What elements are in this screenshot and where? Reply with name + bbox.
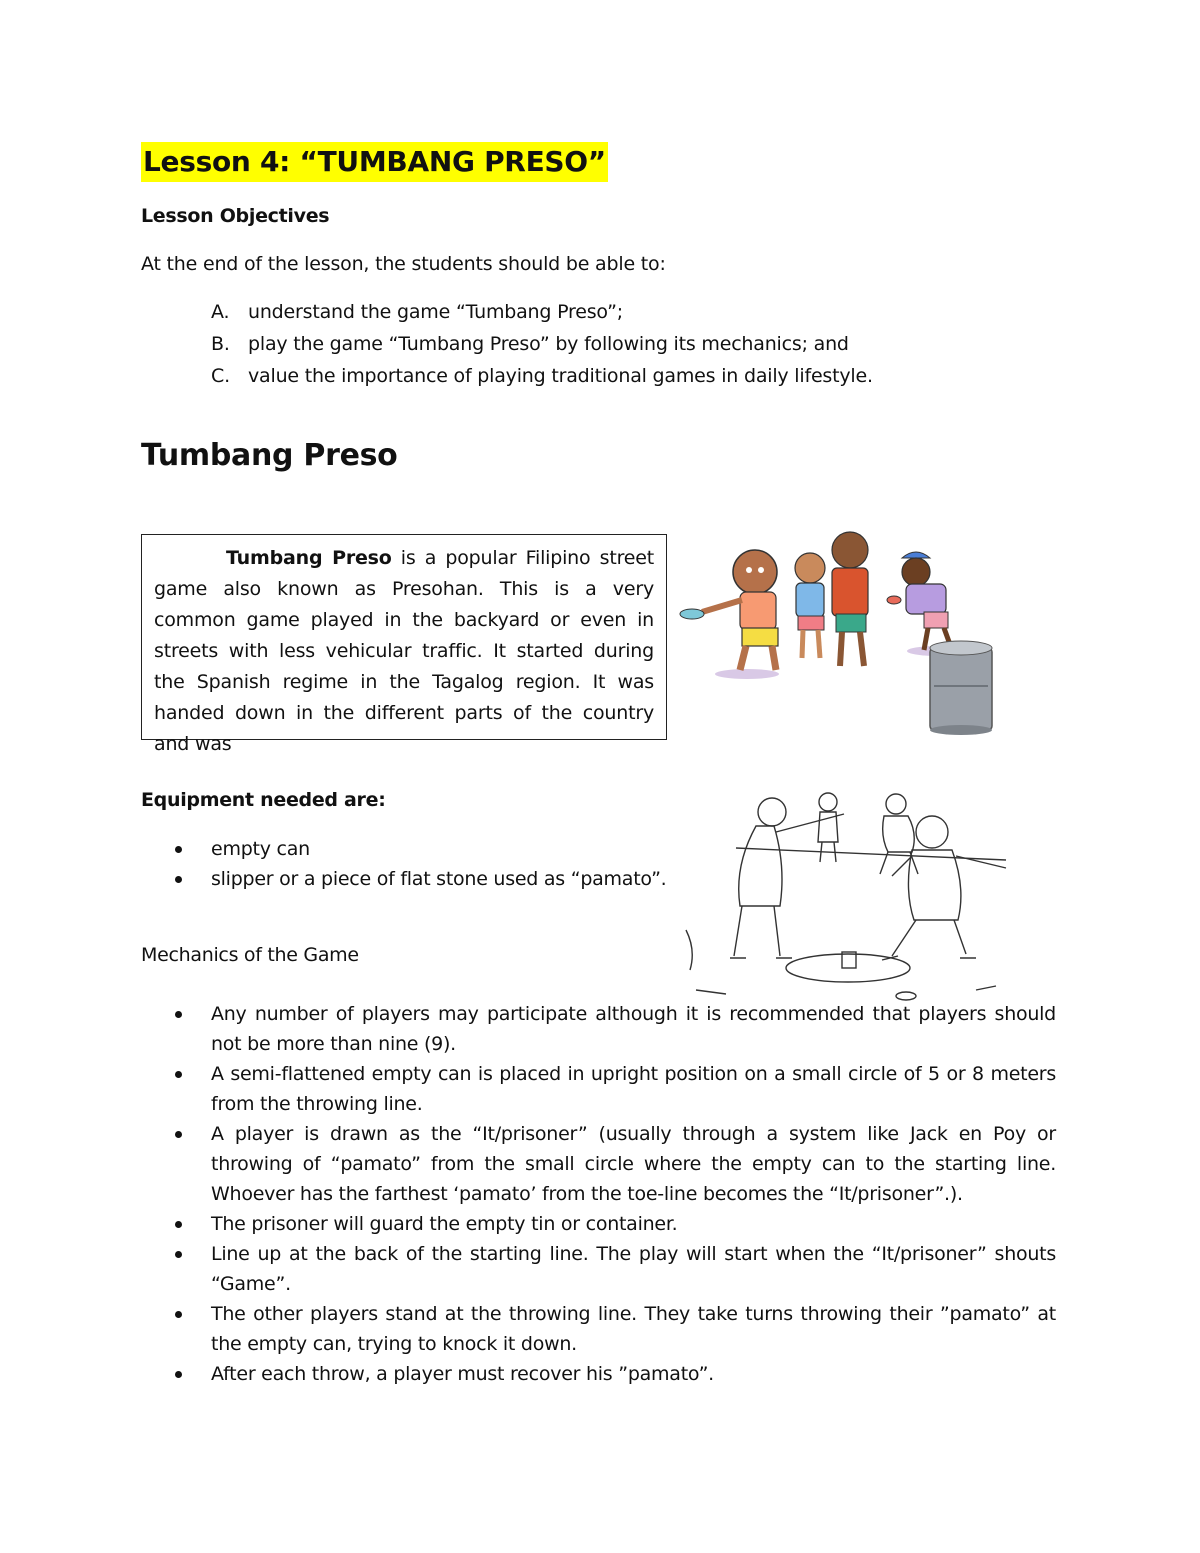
mechanics-item-text: A player is drawn as the “It/prisoner” (usually through a system like Jack en Poy or throwing of “pamato” from the small circle where the empty can to the starting line. Whoever has the farthest ‘pamato’ from the toe-line becomes the “It/prisoner”.).	[211, 1123, 1056, 1205]
list-item	[211, 834, 691, 864]
mechanics-heading: Mechanics of the Game	[141, 944, 359, 966]
objective-text: play the game “Tumbang Preso” by following its mechanics; and	[248, 333, 849, 355]
equipment-heading: Equipment needed are:	[141, 789, 386, 811]
objectives-intro: At the end of the lesson, the students should be able to:	[141, 253, 666, 275]
objective-marker: B.	[211, 333, 230, 355]
bullet-icon	[175, 1311, 182, 1318]
mechanics-item-text: Line up at the back of the starting line. The play will start when the “It/prisoner” shouts “Game”.	[211, 1243, 1056, 1295]
list-item	[211, 1239, 1056, 1299]
boy-blue-shirt	[795, 553, 825, 658]
bullet-icon	[175, 1371, 182, 1378]
info-bold-lead: Tumbang Preso	[226, 547, 392, 569]
boy-red-shirt	[832, 532, 868, 666]
list-item	[211, 1359, 1056, 1389]
mechanics-item-text: The other players stand at the throwing line. They take turns throwing their ”pamato” at the empty can, trying to knock it down.	[211, 1303, 1056, 1355]
bullet-icon	[175, 1221, 182, 1228]
mechanics-item-text: After each throw, a player must recover his ”pamato”.	[211, 1363, 714, 1385]
info-text: is a popular Filipino street game also known as Presohan. This is a very common game played in the backyard or even in streets with less vehicular traffic. It started during the Spanish regime in the Tagalog region. It was handed down in the different parts of the country and was	[154, 547, 654, 755]
info-box	[141, 534, 667, 755]
list-item	[211, 1059, 1056, 1119]
tin-can	[930, 641, 992, 735]
bullet-icon	[175, 1071, 182, 1078]
objectives-list	[211, 296, 1048, 392]
objective-item	[211, 328, 1048, 360]
section-title: Tumbang Preso	[141, 438, 398, 473]
boy-orange-shirt	[680, 550, 778, 670]
objective-marker: C.	[211, 365, 230, 387]
bullet-icon	[175, 1131, 182, 1138]
objectives-heading: Lesson Objectives	[141, 205, 330, 227]
mechanics-item-text: Any number of players may participate although it is recommended that players should not be more than nine (9).	[211, 1003, 1056, 1055]
equipment-item-text: slipper or a piece of flat stone used as “pamato”.	[211, 868, 667, 890]
equipment-list	[211, 834, 691, 894]
game-sketch-illustration	[676, 790, 1016, 1002]
list-item	[211, 1209, 1056, 1239]
list-item	[211, 1119, 1056, 1209]
mechanics-item-text: A semi-flattened empty can is placed in upright position on a small circle of 5 or 8 meters from the throwing line.	[211, 1063, 1056, 1115]
objective-item	[211, 360, 1048, 392]
boy-purple-shirt	[887, 552, 952, 650]
objective-text: value the importance of playing traditional games in daily lifestyle.	[248, 365, 873, 387]
list-item	[211, 864, 691, 894]
mechanics-list	[211, 999, 1056, 1389]
list-item	[211, 1299, 1056, 1359]
bullet-icon	[175, 846, 182, 853]
lesson-title: Lesson 4: “TUMBANG PRESO”	[141, 142, 608, 182]
list-item	[211, 999, 1056, 1059]
bullet-icon	[175, 1011, 182, 1018]
bullet-icon	[175, 876, 182, 883]
children-playing-illustration	[672, 528, 1002, 736]
objective-item	[211, 296, 1048, 328]
objective-text: understand the game “Tumbang Preso”;	[248, 301, 623, 323]
info-paragraph	[154, 543, 654, 760]
objective-marker: A.	[211, 301, 230, 323]
bullet-icon	[175, 1251, 182, 1258]
mechanics-item-text: The prisoner will guard the empty tin or container.	[211, 1213, 678, 1235]
equipment-item-text: empty can	[211, 838, 310, 860]
